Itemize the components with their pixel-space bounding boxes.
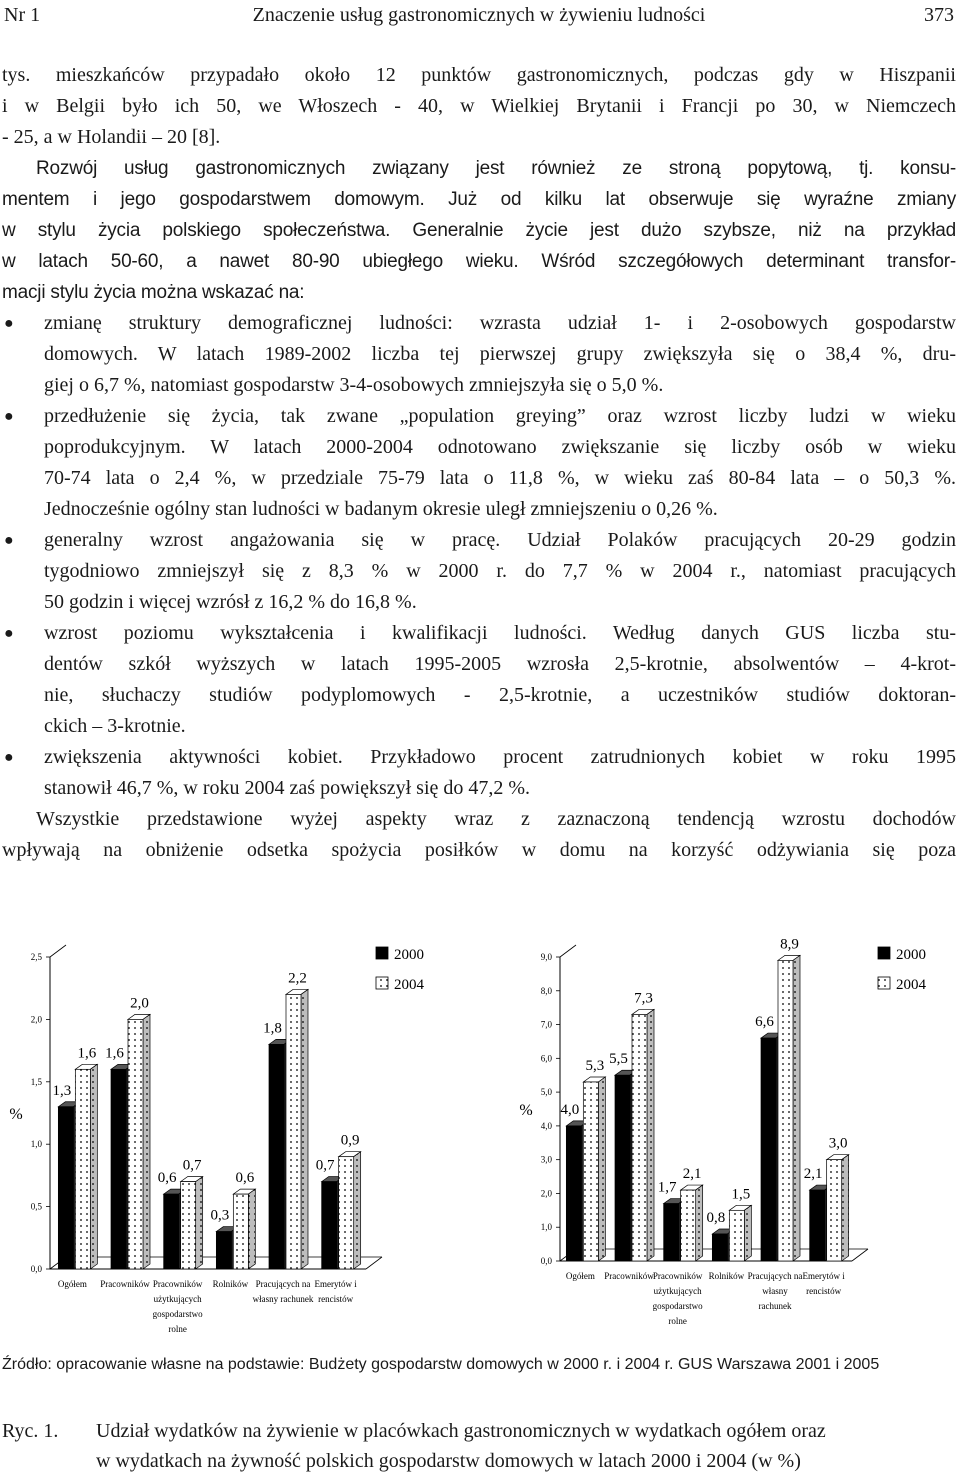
bar	[566, 1126, 581, 1261]
text-line: tygodniowo zmniejszył się z 8,3 % w 2000 r. do 7,7 % w 2004 r., natomiast pracujących	[44, 560, 956, 582]
legend-swatch	[376, 977, 388, 989]
bar	[664, 1204, 679, 1261]
text-line: Rozwój usług gastronomicznych związany jest również ze stroną popytową, tj. konsu-	[36, 158, 956, 179]
bar	[164, 1194, 179, 1269]
journal-number: Nr 1	[4, 4, 41, 26]
x-tick-label: gospodarstwo	[152, 1309, 203, 1319]
x-tick-label: Pracujących na	[255, 1279, 311, 1289]
legend-label: 2000	[394, 947, 424, 963]
text-line: wpływają na obniżenie odsetka spożycia posiłków w domu na korzyść odżywiania się poza	[2, 839, 956, 861]
bar	[583, 1082, 598, 1261]
data-label: 8,9	[780, 936, 799, 953]
data-label: 0,7	[315, 1157, 335, 1174]
data-label: 0,6	[157, 1170, 177, 1187]
floor-line	[852, 1249, 868, 1261]
data-label: 5,5	[609, 1051, 628, 1068]
data-label: 0,6	[235, 1170, 255, 1187]
y-tick-label: 4,0	[540, 1120, 552, 1131]
bar	[269, 1044, 284, 1269]
legend-label: 2000	[896, 947, 926, 963]
data-label: 0,3	[210, 1207, 230, 1224]
text-line: wzrost poziomu wykształcenia i kwalifikacji ludności. Według danych GUS liczba stu-	[44, 622, 956, 644]
data-label: 2,1	[803, 1166, 823, 1183]
bar	[632, 1014, 647, 1261]
bar	[75, 1069, 90, 1269]
bar	[111, 1069, 126, 1269]
text-line: mentem i jego gospodarstwem domowym. Już od kilku lat obserwuje się wyraźne zmiany	[2, 189, 956, 210]
bar-side	[196, 1177, 203, 1269]
y-tick-label: 8,0	[540, 985, 552, 996]
text-line: ckich – 3-krotnie.	[44, 715, 186, 737]
bar-side	[793, 955, 800, 1261]
chart-right	[480, 935, 958, 1345]
bar-side	[744, 1205, 751, 1261]
y-tick-label: 1,0	[540, 1222, 552, 1233]
y-tick-label: 0,5	[30, 1201, 42, 1212]
text-line: macji stylu życia można wskazać na:	[2, 282, 305, 303]
figure-caption	[96, 1416, 958, 1476]
bullet-icon: ●	[4, 408, 14, 425]
data-label: 2,2	[288, 970, 307, 987]
data-label: 7,3	[634, 990, 653, 1007]
x-tick-label: Ogółem	[565, 1271, 595, 1281]
bar	[128, 1019, 143, 1269]
text-line: generalny wzrost angażowania się w pracę. Udział Polaków pracujących 20-29 godzin	[44, 529, 956, 551]
caption-line: Udział wydatków na żywienie w placówkach gastronomicznych w wydatkach ogółem oraz	[96, 1420, 826, 1442]
bar	[286, 994, 301, 1269]
bar	[681, 1190, 696, 1261]
x-tick-label: własny rachunek	[252, 1294, 314, 1304]
legend-swatch	[878, 947, 890, 959]
data-label: 2,1	[682, 1166, 702, 1183]
bullet-icon: ●	[4, 315, 14, 332]
floor-line	[366, 1257, 382, 1269]
text-line: w stylu życia polskiego społeczeństwa. Generalnie życie jest dużo szybsze, niż na przykład	[2, 220, 956, 241]
data-label: 1,8	[263, 1020, 282, 1037]
bar	[761, 1038, 776, 1261]
text-line: Jednocześnie ogólny stan ludności w badanym okresie uległ zmniejszeniu o 0,26 %.	[44, 498, 718, 520]
text-line: 70-74 lata o 2,4 %, w przedziale 75-79 lata o 11,8 %, w wieku zaś 80-84 lata – o 50,3 %.	[44, 467, 956, 489]
bar-side	[647, 1009, 654, 1261]
text-line: zwiększenia aktywności kobiet. Przykładowo procent zatrudnionych kobiet w roku 1995	[44, 746, 956, 768]
bar-side	[598, 1077, 605, 1261]
text-line: Wszystkie przedstawione wyżej aspekty wraz z zaznaczoną tendencją wzrostu dochodów	[36, 808, 956, 830]
x-tick-label: Pracowników	[652, 1271, 703, 1281]
page-number: 373	[924, 4, 954, 26]
data-label: 0,7	[182, 1157, 202, 1174]
x-tick-label: Pracujących na	[747, 1271, 803, 1281]
x-tick-label: Emerytów i	[802, 1271, 845, 1281]
text-line: giej o 6,7 %, natomiast gospodarstw 3-4-osobowych zmniejszyła się o 5,0 %.	[44, 374, 664, 396]
x-tick-label: gospodarstwo	[652, 1301, 703, 1311]
bullet-icon: ●	[4, 625, 14, 642]
bar	[322, 1182, 337, 1269]
y-tick-label: 2,0	[30, 1014, 42, 1025]
data-label: 4,0	[560, 1101, 580, 1118]
y-tick-label: 1,5	[30, 1076, 42, 1087]
bar-side	[143, 1014, 150, 1269]
y-tick-label: 9,0	[540, 952, 552, 962]
text-line: poprodukcyjnym. W latach 2000-2004 odnotowano zwiększanie się liczby osób w wieku	[44, 436, 956, 458]
chart-left	[0, 935, 478, 1345]
bar-side	[248, 1189, 255, 1269]
bar	[216, 1232, 231, 1269]
text-line: nie, słuchaczy studiów podyplomowych - 2,5-krotnie, a uczestników studiów doktoran-	[44, 684, 956, 706]
data-label: 2,0	[130, 995, 149, 1012]
text-line: w latach 50-60, a nawet 80-90 ubiegłego wieku. Wśród szczegółowych determinant transfor-	[2, 251, 956, 272]
bar	[729, 1210, 744, 1261]
text-line: - 25, a w Holandii – 20 [8].	[2, 126, 221, 148]
axis-depth-line	[560, 945, 576, 957]
text-line: dentów szkół wyższych w latach 1995-2005 wzrosła 2,5-krotnie, absolwentów – 4-krot-	[44, 653, 956, 675]
x-tick-label: rencistów	[318, 1294, 354, 1304]
x-tick-label: Pracowników	[152, 1279, 203, 1289]
y-tick-label: 6,0	[540, 1053, 552, 1064]
legend-label: 2004	[394, 977, 424, 993]
caption-line: w wydatkach na żywność polskich gospodarstw domowych w latach 2000 i 2004 (w %)	[96, 1450, 801, 1472]
axis-depth-line	[50, 945, 66, 957]
chart-right-svg	[480, 935, 958, 1345]
x-tick-label: rolne	[168, 1324, 187, 1334]
figure-label: Ryc. 1.	[2, 1420, 59, 1442]
legend-swatch	[376, 947, 388, 959]
x-tick-label: rachunek	[758, 1301, 792, 1311]
x-tick-label: użytkujących	[153, 1294, 202, 1304]
bullet-icon: ●	[4, 532, 14, 549]
y-tick-label: 3,0	[540, 1154, 552, 1165]
bar	[339, 1157, 354, 1269]
x-tick-label: Pracowników	[604, 1271, 654, 1281]
y-tick-label: 0,0	[540, 1256, 552, 1266]
data-label: 3,0	[828, 1135, 848, 1152]
bar-side	[90, 1064, 97, 1269]
data-label: 6,6	[755, 1014, 774, 1031]
bar-side	[696, 1185, 703, 1261]
y-tick-label: 0,0	[30, 1264, 42, 1274]
text-line: 50 godzin i więcej wzrósł z 16,2 % do 16,8 %.	[44, 591, 417, 613]
bar	[615, 1075, 630, 1261]
x-tick-label: własny	[762, 1286, 788, 1296]
figure-source: Źródło: opracowanie własne na podstawie: Budżety gospodarstw domowych w 2000 r. i 2004 r. GUS Warszawa 2001 i 2005	[2, 1356, 880, 1373]
bullet-icon: ●	[4, 749, 14, 766]
x-tick-label: Rolników	[708, 1271, 745, 1281]
text-line: przedłużenie się życia, tak zwane „population greying” oraz wzrost liczby ludzi w wieku	[44, 405, 956, 427]
data-label: 1,6	[105, 1045, 124, 1062]
text-line: domowych. W latach 1989-2002 liczba tej pierwszej grupy zwiększyła się o 38,4 %, dru-	[44, 343, 956, 365]
text-line: i w Belgii było ich 50, we Włoszech - 40, w Wielkiej Brytanii i Francji po 30, w Niemczech	[2, 95, 956, 117]
bar-side	[301, 989, 308, 1269]
data-label: 5,3	[585, 1057, 605, 1074]
data-label: 1,7	[657, 1179, 677, 1196]
data-label: 1,6	[77, 1045, 97, 1062]
bar	[58, 1107, 73, 1269]
y-tick-label: 2,5	[30, 952, 42, 962]
x-tick-label: Ogółem	[57, 1279, 87, 1289]
x-tick-label: rolne	[668, 1316, 687, 1326]
text-line: stanowił 46,7 %, w roku 2004 zaś powiększył się do 47,2 %.	[44, 777, 531, 799]
bar	[712, 1234, 727, 1261]
text-line: tys. mieszkańców przypadało około 12 punktów gastronomicznych, podczas gdy w Hiszpanii	[2, 64, 956, 86]
bar	[827, 1160, 842, 1261]
bar-side	[354, 1152, 361, 1269]
y-axis-label: %	[9, 1106, 23, 1124]
y-tick-label: 7,0	[540, 1019, 552, 1030]
bar	[181, 1182, 196, 1269]
y-tick-label: 5,0	[540, 1087, 552, 1098]
data-label: 0,8	[706, 1209, 726, 1226]
y-axis-label: %	[519, 1102, 533, 1120]
x-tick-label: użytkujących	[653, 1286, 702, 1296]
data-label: 1,3	[52, 1082, 72, 1099]
running-header	[4, 4, 954, 30]
x-tick-label: Rolników	[212, 1279, 249, 1289]
data-label: 1,5	[731, 1186, 751, 1203]
data-label: 0,9	[340, 1132, 360, 1149]
text-line: zmianę struktury demograficznej ludności: wzrasta udział 1- i 2-osobowych gospodarstw	[44, 312, 956, 334]
chart-left-svg	[0, 935, 478, 1345]
bar-side	[842, 1155, 849, 1261]
running-title: Znaczenie usług gastronomicznych w żywieniu ludności	[252, 4, 706, 26]
bar	[233, 1194, 248, 1269]
legend-swatch	[878, 977, 890, 989]
bar	[778, 960, 793, 1261]
y-tick-label: 1,0	[30, 1139, 42, 1150]
x-tick-label: rencistów	[806, 1286, 842, 1296]
bar	[810, 1190, 825, 1261]
x-tick-label: Emerytów i	[314, 1279, 357, 1289]
x-tick-label: Pracowników	[100, 1279, 150, 1289]
legend-label: 2004	[896, 977, 926, 993]
y-tick-label: 2,0	[540, 1188, 552, 1199]
